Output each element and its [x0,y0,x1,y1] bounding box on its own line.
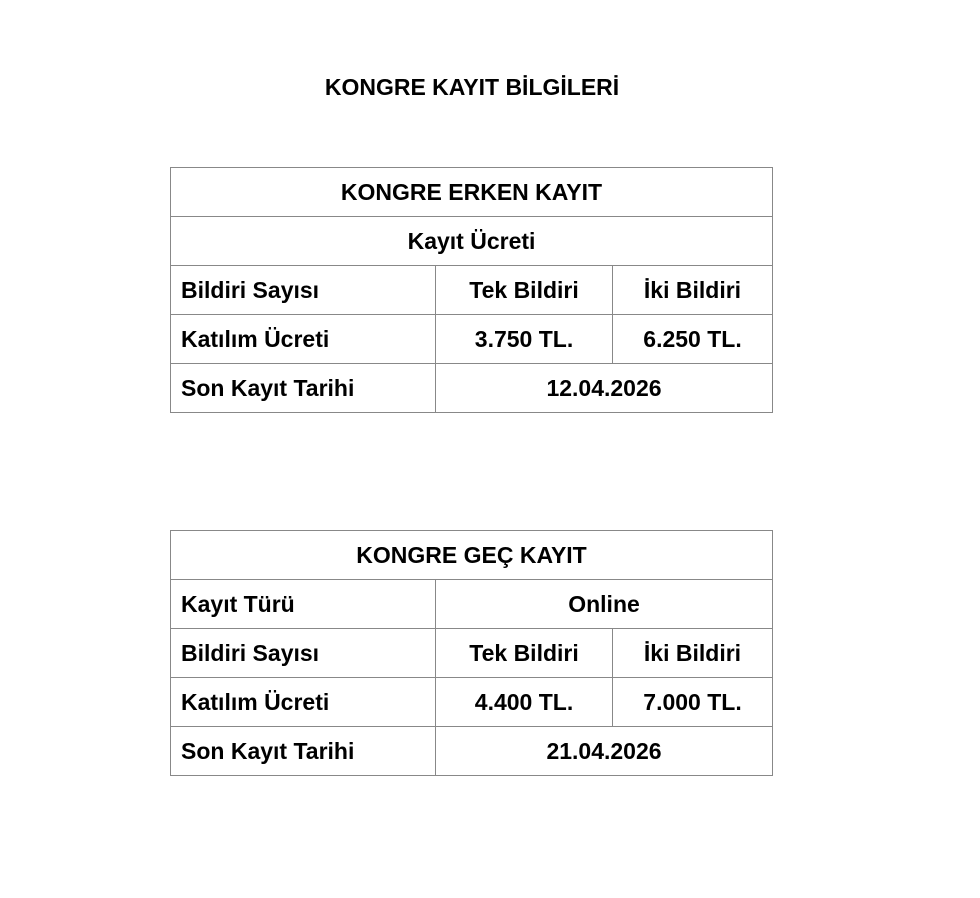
cell: 12.04.2026 [436,364,773,413]
row-label: Katılım Ücreti [171,678,436,727]
row-label: Bildiri Sayısı [171,266,436,315]
cell: 21.04.2026 [436,727,773,776]
row-label: Katılım Ücreti [171,315,436,364]
cell: 4.400 TL. [436,678,613,727]
table-subheading: Kayıt Ücreti [171,217,773,266]
cell: 3.750 TL. [436,315,613,364]
cell: Tek Bildiri [436,266,613,315]
row-label: Bildiri Sayısı [171,629,436,678]
early-registration-table [170,167,773,413]
cell: 6.250 TL. [613,315,773,364]
late-registration-table [170,530,773,776]
table-heading: KONGRE GEÇ KAYIT [171,531,773,580]
cell: Online [436,580,773,629]
table-row [171,678,773,727]
table-row [171,266,773,315]
cell: İki Bildiri [613,266,773,315]
page-title: KONGRE KAYIT BİLGİLERİ [324,74,620,100]
table-row [171,168,773,217]
table-heading: KONGRE ERKEN KAYIT [171,168,773,217]
table-row [171,727,773,776]
table-row [171,315,773,364]
table-row [171,580,773,629]
cell: Tek Bildiri [436,629,613,678]
table-row [171,364,773,413]
table-row [171,629,773,678]
row-label: Son Kayıt Tarihi [171,727,436,776]
row-label: Kayıt Türü [171,580,436,629]
cell: İki Bildiri [613,629,773,678]
table-row [171,531,773,580]
cell: 7.000 TL. [613,678,773,727]
row-label: Son Kayıt Tarihi [171,364,436,413]
table-row [171,217,773,266]
